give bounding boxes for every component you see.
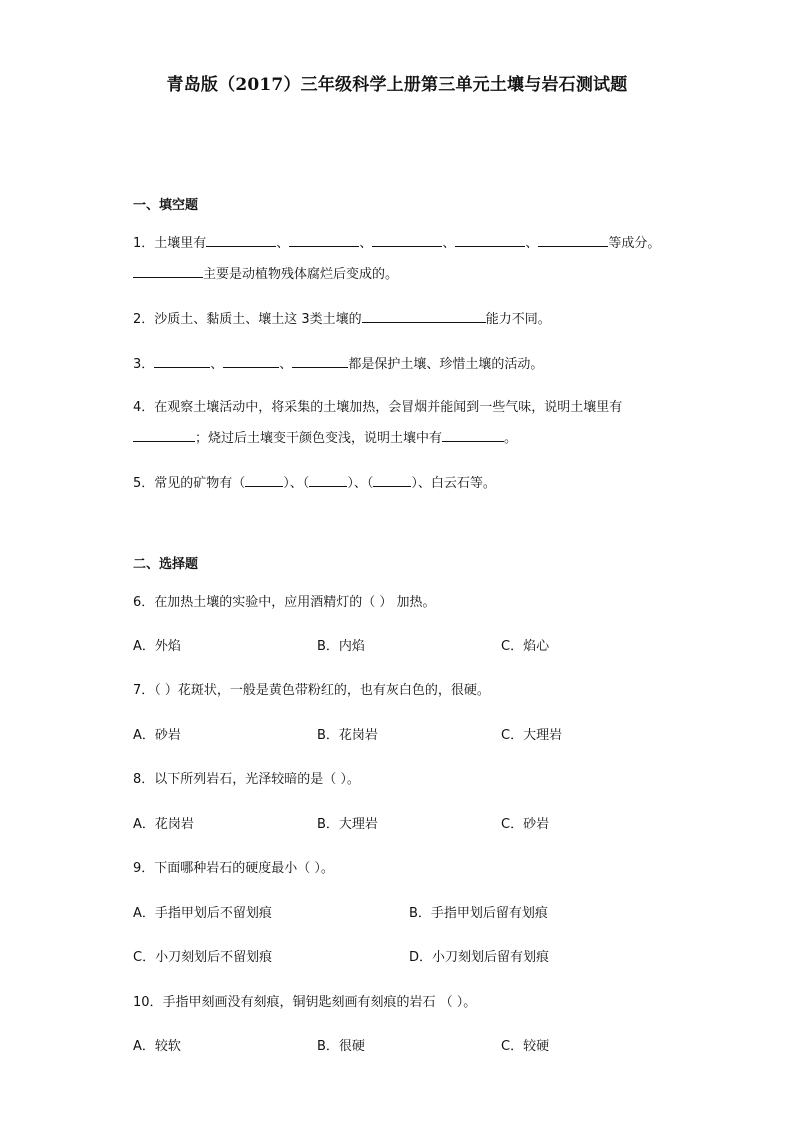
answer-blank[interactable] (309, 474, 347, 487)
answer-blank[interactable] (133, 265, 203, 278)
option-c[interactable]: C．大理岩 (501, 728, 563, 743)
question-text: 能力不同。 (485, 312, 551, 327)
answer-blank[interactable] (455, 234, 525, 247)
question-number: 3． (133, 357, 155, 372)
question-4-line-2: ；烧过后土壤变干颜色变浅，说明土壤中有 。 (133, 429, 517, 448)
question-1-line-2 (133, 265, 398, 284)
option-a[interactable]: A．花岗岩 (133, 817, 194, 832)
answer-blank[interactable] (373, 474, 411, 487)
option-a[interactable]: A．手指甲划后不留划痕 (133, 906, 272, 921)
section-heading-fill-blank: 一、填空题 (133, 198, 199, 213)
answer-blank[interactable] (362, 310, 486, 323)
option-b[interactable]: B．大理岩 (317, 817, 378, 832)
question-text: 沙质土、黏质土、壤土这 3类土壤的 (154, 312, 362, 327)
option-b[interactable]: B．花岗岩 (317, 728, 378, 743)
answer-blank[interactable] (133, 429, 195, 442)
question-text: 都是保护土壤、珍惜土壤的活动。 (348, 357, 544, 372)
question-text: 等成分。 (608, 236, 661, 251)
question-3: 3． 、 、 都是保护土壤、珍惜土壤的活动。 (133, 357, 544, 372)
question-2 (133, 310, 551, 329)
answer-blank[interactable] (154, 355, 210, 368)
question-7: 7．（ ）花斑状，一般是黄色带粉红的，也有灰白色的，很硬。 (133, 683, 490, 698)
option-b[interactable]: B．手指甲划后留有划痕 (409, 906, 548, 921)
question-text: ；烧过后土壤变干颜色变浅，说明土壤中有 (195, 431, 443, 446)
question-text: 主要是动植物残体腐烂后变成的。 (203, 267, 399, 282)
question-6: 6．在加热土壤的实验中，应用酒精灯的（ ） 加热。 (133, 595, 436, 610)
answer-blank[interactable] (206, 234, 276, 247)
option-c[interactable]: C．砂岩 (501, 817, 550, 832)
question-number: 2． (133, 312, 155, 327)
question-text: 常见的矿物有（ (154, 476, 246, 491)
answer-blank[interactable] (289, 234, 359, 247)
question-5: 5．常见的矿物有（ ）、（ ）、（ ）、白云石等。 (133, 476, 496, 491)
option-d[interactable]: D．小刀刻划后留有划痕 (409, 950, 550, 965)
answer-blank[interactable] (372, 234, 442, 247)
question-text: 土壤里有 (154, 236, 207, 251)
answer-blank[interactable] (442, 429, 504, 442)
option-a[interactable]: A．砂岩 (133, 728, 181, 743)
option-b[interactable]: B．很硬 (317, 1039, 365, 1054)
question-10: 10．手指甲刻画没有刻痕，铜钥匙刻画有刻痕的岩石 （ ）。 (133, 995, 477, 1010)
question-8: 8．以下所列岩石，光泽较暗的是（ ）。 (133, 772, 360, 787)
question-number: 5． (133, 476, 155, 491)
option-c[interactable]: C．焰心 (501, 639, 550, 654)
option-a[interactable]: A．较软 (133, 1039, 181, 1054)
option-b[interactable]: B．内焰 (317, 639, 365, 654)
option-c[interactable]: C．小刀刻划后不留划痕 (133, 950, 273, 965)
section-heading-multiple-choice: 二、选择题 (133, 557, 199, 572)
question-number: 1． (133, 236, 155, 251)
option-a[interactable]: A．外焰 (133, 639, 181, 654)
question-text: 在观察土壤活动中，将采集的土壤加热，会冒烟并能闻到一些气味，说明土壤里有 (154, 400, 623, 415)
answer-blank[interactable] (292, 355, 348, 368)
question-number: 4． (133, 400, 155, 415)
page-title: 青岛版（2017）三年级科学上册第三单元土壤与岩石测试题 (166, 75, 628, 95)
answer-blank[interactable] (538, 234, 608, 247)
question-text: ）、白云石等。 (411, 476, 496, 491)
answer-blank[interactable] (245, 474, 283, 487)
answer-blank[interactable] (223, 355, 279, 368)
question-4 (133, 399, 622, 417)
question-1: 1．土壤里有 、 、 、 、 等成分。 (133, 236, 661, 251)
question-9: 9．下面哪种岩石的硬度最小（ ）。 (133, 861, 334, 876)
option-c[interactable]: C．较硬 (501, 1039, 550, 1054)
